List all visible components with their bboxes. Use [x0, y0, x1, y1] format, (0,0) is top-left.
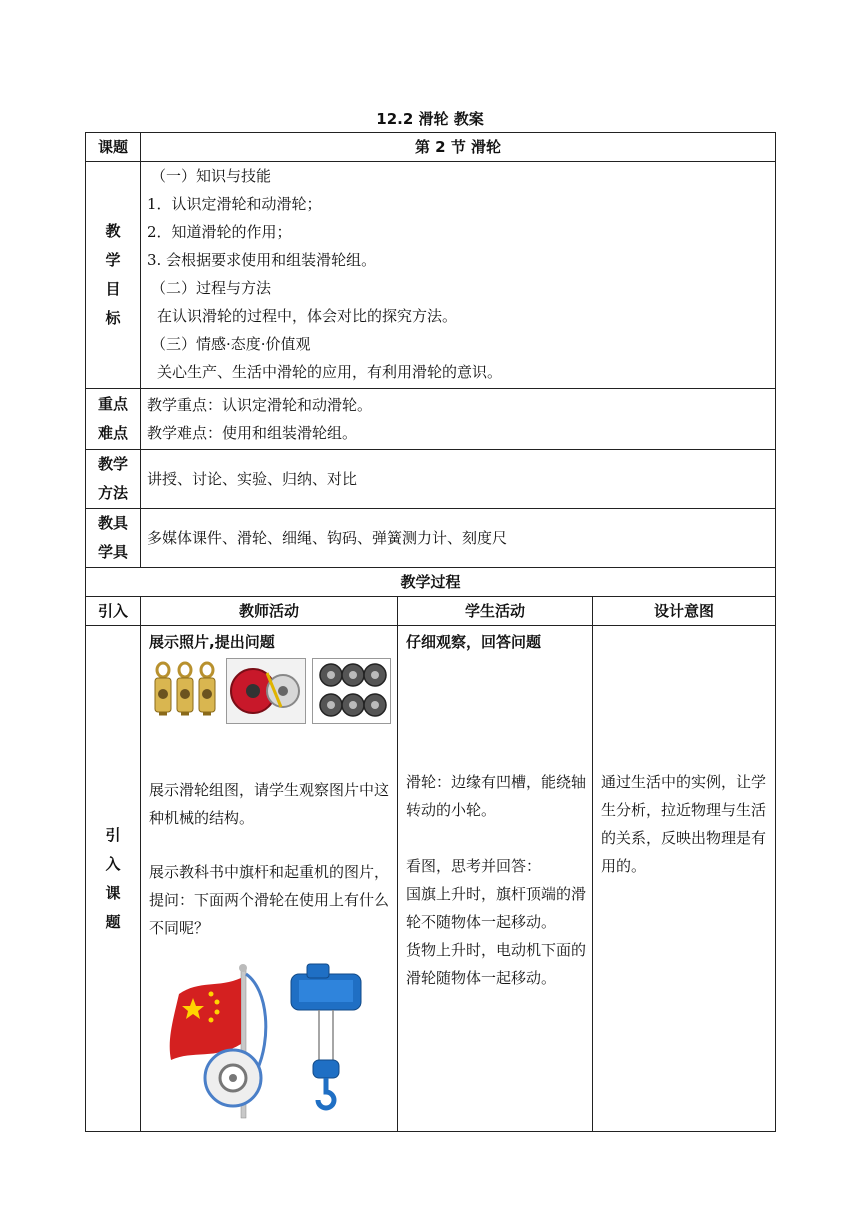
tools-row: [86, 509, 776, 568]
key-points-label-line: 重点: [97, 395, 128, 413]
objectives-label-char: 标: [105, 309, 121, 327]
key-point-line: 教学重点：认识定滑轮和动滑轮。: [147, 396, 373, 414]
red-pulley-image: [226, 658, 305, 724]
objective-line: 在认识滑轮的过程中，体会对比的探究方法。: [157, 307, 458, 325]
key-points-row: [86, 389, 776, 450]
topic-value: 第 2 节 滑轮: [141, 133, 776, 162]
teacher-heading: 展示照片,提出问题: [149, 633, 275, 651]
student-heading: 仔细观察，回答问题: [406, 633, 542, 651]
pulley-photos: [149, 658, 391, 724]
design-intent-text: 通过生活中的实例，让学生分析，拉近物理与生活的关系，反映出物理是有用的。: [601, 773, 767, 875]
objectives-label-char: 教: [105, 222, 121, 240]
process-header-row: [86, 568, 776, 597]
key-points-label-line: 难点: [97, 424, 128, 442]
objective-line: （二）过程与方法: [151, 279, 272, 297]
intro-label-char: 题: [105, 912, 121, 931]
process-header: 教学过程: [86, 568, 776, 597]
objective-line: 1．认识定滑轮和动滑轮；: [147, 195, 322, 213]
method-label-line: 教学: [97, 455, 128, 473]
tools-value: 多媒体课件、滑轮、细绳、钩码、弹簧测力计、刻度尺: [141, 509, 776, 568]
topic-label: 课题: [86, 133, 141, 162]
tools-label-line: 教具: [97, 514, 128, 532]
objective-line: （三）情感·态度·价值观: [151, 335, 311, 353]
intro-label-char: 引: [105, 825, 121, 844]
teacher-paragraph-1: 展示滑轮组图，请学生观察图片中这种机械的结构。: [149, 781, 390, 827]
key-points-label: [86, 389, 141, 450]
objectives-label: [86, 162, 141, 389]
objectives-row: [86, 162, 776, 389]
col-header-teacher: 教师活动: [141, 597, 398, 626]
student-paragraph-1: 滑轮：边缘有凹槽，能绕轴转动的小轮。: [406, 773, 587, 819]
process-intro-row: [86, 626, 776, 1132]
intro-label-char: 课: [105, 883, 121, 902]
document-title: 12.2 滑轮 教案: [376, 110, 484, 128]
lesson-plan-table: [85, 132, 776, 1132]
student-answer-line: 货物上升时，电动机下面的滑轮随物体一起移动。: [406, 941, 587, 987]
intro-section-label: [86, 626, 141, 1132]
objectives-content: [141, 162, 776, 389]
objectives-label-char: 学: [105, 251, 121, 269]
topic-row: [86, 133, 776, 162]
pulley-block-image: [149, 658, 220, 722]
objective-line: 3. 会根据要求使用和组装滑轮组。: [147, 251, 377, 269]
method-label: [86, 450, 141, 509]
process-col-headers: [86, 597, 776, 626]
objective-line: 2．知道滑轮的作用；: [147, 223, 292, 241]
design-intent-cell: [593, 626, 776, 1132]
method-row: [86, 450, 776, 509]
objective-line: 关心生产、生活中滑轮的应用，有利用滑轮的意识。: [157, 363, 503, 381]
teacher-activity-cell: [141, 626, 398, 1132]
student-answer-line: 国旗上升时，旗杆顶端的滑轮不随物体一起移动。: [406, 885, 587, 931]
col-header-student: 学生活动: [398, 597, 593, 626]
key-point-line: 教学难点：使用和组装滑轮组。: [147, 424, 358, 442]
teacher-paragraph-2: 展示教科书中旗杆和起重机的图片，提问：下面两个滑轮在使用上有什么不同呢？: [149, 863, 390, 937]
method-value: 讲授、讨论、实验、归纳、对比: [141, 450, 776, 509]
student-activity-cell: [398, 626, 593, 1132]
intro-label-char: 入: [105, 854, 121, 873]
method-label-line: 方法: [97, 484, 128, 502]
flag-and-hoist-image: [149, 960, 389, 1120]
grey-pulleys-image: [312, 658, 391, 724]
objective-line: （一）知识与技能: [151, 167, 272, 185]
objectives-label-char: 目: [105, 280, 121, 298]
col-header-intent: 设计意图: [593, 597, 776, 626]
tools-label: [86, 509, 141, 568]
tools-label-line: 学具: [97, 543, 128, 561]
student-answer-line: 看图，思考并回答：: [406, 857, 542, 875]
col-header-intro: 引入: [86, 597, 141, 626]
key-points-content: [141, 389, 776, 450]
